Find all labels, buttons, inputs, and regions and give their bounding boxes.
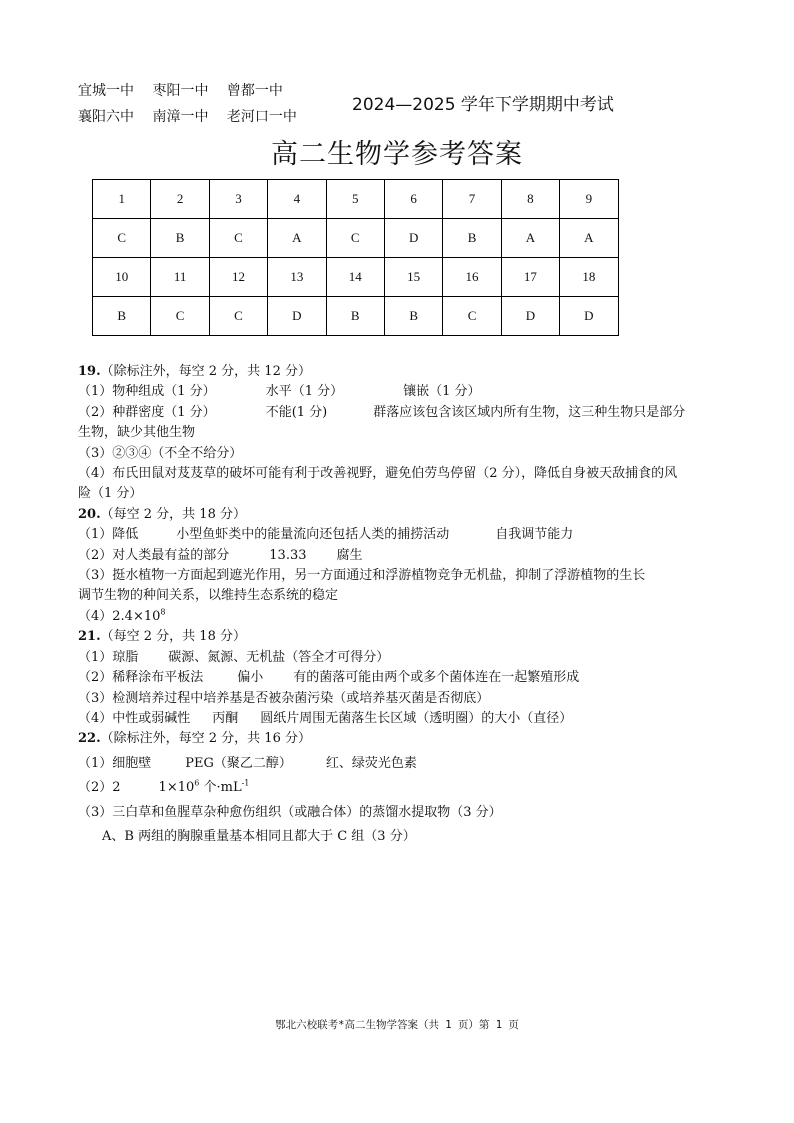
school-row-1 [78, 78, 311, 104]
answer-cell: D [268, 297, 326, 336]
answer-cell: B [326, 297, 384, 336]
question-label: 21. [78, 629, 101, 645]
answer-text: （2）对人类最有益的部分 [78, 547, 230, 563]
q19-heading [78, 362, 728, 382]
q19-line-3: （3）②③④（不全不给分） [78, 445, 243, 461]
school-name: 曾都一中 [226, 83, 283, 99]
table-row-numbers-1 [93, 180, 619, 219]
question-number: 13 [268, 258, 326, 297]
question-number: 15 [384, 258, 442, 297]
question-number: 10 [93, 258, 151, 297]
school-name: 宜城一中 [78, 83, 134, 99]
answer-text: 碳源、氮源、无机盐（答全才可得分） [168, 649, 390, 665]
question-number: 6 [384, 180, 442, 219]
question-label: 19. [78, 364, 101, 379]
answer-text: 小型鱼虾类中的能量流向还包括人类的捕捞活动 [176, 527, 450, 543]
answer-text: （1）降低 [78, 527, 139, 543]
answer-cell: C [93, 219, 151, 258]
answer-text: （2）种群密度（1 分） [78, 404, 216, 420]
q20-line-3: （3）挺水植物一方面起到遮光作用，另一方面通过和浮游植物竞争无机盐，抑制了浮游植物的生长 [78, 568, 646, 584]
exam-title: 2024—2025 学年下学期期中考试 [352, 95, 614, 115]
exponent: 8 [160, 607, 166, 617]
q20-line-3b: 调节生物的种间关系，以维持生态系统的稳定 [78, 588, 339, 604]
q20-heading [78, 505, 728, 525]
question-number: 5 [326, 180, 384, 219]
scoring-note: （除标注外，每空 2 分，共 12 分） [100, 364, 311, 379]
answer-cell: C [209, 219, 267, 258]
answer-cell: B [384, 297, 442, 336]
answer-text: PEG（聚乙二醇） [185, 755, 292, 771]
school-list [78, 78, 311, 130]
answer-cell: A [268, 219, 326, 258]
answer-text: 1×10 [158, 780, 195, 796]
answer-text: 群落应该包含该区域内所有生物，这三种生物只是部分 [373, 404, 686, 420]
question-label: 20. [78, 506, 101, 522]
q21-heading [78, 627, 728, 647]
answer-content [78, 362, 728, 847]
q19-line-2b: 生物，缺少其他生物 [78, 425, 196, 441]
table-row-answers-1 [93, 219, 619, 258]
answer-cell: B [151, 219, 209, 258]
answer-text: （2）稀释涂布平板法 [78, 670, 204, 686]
scoring-note: （每空 2 分，共 18 分） [100, 506, 246, 522]
answer-text: 13.33 [269, 547, 307, 563]
school-name: 老河口一中 [226, 109, 297, 125]
q22-line-1 [78, 754, 728, 774]
exponent: 6 [194, 778, 200, 788]
q21-line-2 [78, 668, 728, 688]
q22-line-3: （3）三白草和鱼腥草杂种愈伤组织（或融合体）的蒸馏水提取物（3 分） [78, 804, 502, 820]
question-number: 1 [93, 180, 151, 219]
answer-text: （2）2 [78, 780, 121, 796]
question-number: 18 [560, 258, 618, 297]
scoring-note: （除标注外，每空 2 分，共 16 分） [100, 731, 311, 747]
question-number: 12 [209, 258, 267, 297]
q21-line-3: （3）检测培养过程中培养基是否被杂菌污染（或培养基灭菌是否彻底） [78, 690, 490, 706]
question-number: 11 [151, 258, 209, 297]
school-name: 襄阳六中 [78, 109, 134, 125]
answer-text: 自我调节能力 [495, 527, 574, 543]
answer-cell: D [560, 297, 618, 336]
school-name: 南漳一中 [152, 109, 209, 125]
answer-cell: A [560, 219, 618, 258]
answer-text: （1）琼脂 [78, 649, 139, 665]
question-number: 9 [560, 180, 618, 219]
question-number: 3 [209, 180, 267, 219]
q21-line-4 [78, 709, 728, 729]
q22-line-4: A、B 两组的胸腺重量基本相同且都大于 C 组（3 分） [102, 828, 416, 844]
exponent: -1 [241, 778, 250, 788]
answer-text: （4）中性或弱碱性 [78, 710, 191, 726]
answer-text: （1）细胞壁 [78, 755, 152, 771]
table-row-answers-2 [93, 297, 619, 336]
school-name: 枣阳一中 [152, 83, 209, 99]
q21-line-1 [78, 648, 728, 668]
q19-line-1 [78, 382, 728, 402]
question-label: 22. [78, 731, 101, 747]
answer-cell: C [209, 297, 267, 336]
question-number: 4 [268, 180, 326, 219]
q22-heading [78, 729, 728, 749]
answer-cell: A [501, 219, 559, 258]
answer-text: 有的菌落可能由两个或多个菌体连在一起繁殖形成 [293, 670, 580, 686]
answer-text: 腐生 [336, 547, 363, 563]
q19-line-4: （4）布氏田鼠对芨芨草的破坏可能有利于改善视野，避免伯劳鸟停留（2 分），降低自身被天敌捕食的风 [78, 466, 678, 482]
scoring-note: （每空 2 分，共 18 分） [100, 629, 246, 645]
answer-table [92, 179, 619, 336]
school-row-2 [78, 104, 311, 130]
answer-cell: B [443, 219, 501, 258]
answer-text: 个·mL [199, 780, 242, 796]
answer-cell: D [384, 219, 442, 258]
question-number: 16 [443, 258, 501, 297]
q22-line-2 [78, 778, 728, 798]
answer-cell: C [443, 297, 501, 336]
answer-cell: C [326, 219, 384, 258]
q20-line-1 [78, 525, 728, 545]
answer-cell: B [93, 297, 151, 336]
answer-text: 镶嵌（1 分） [403, 384, 481, 400]
answer-text: 水平（1 分） [265, 384, 344, 400]
answer-cell: C [151, 297, 209, 336]
answer-text: 丙酮 [212, 710, 239, 726]
answer-text: 红、绿荧光色素 [325, 755, 417, 771]
q19-line-4b: 险（1 分） [78, 486, 143, 502]
answer-text: 圆纸片周围无菌落生长区域（透明圈）的大小（直径） [260, 710, 573, 726]
page-title: 高二生物学参考答案 [271, 139, 523, 170]
answer-text: 不能(1 分) [265, 404, 328, 420]
q19-line-2 [78, 403, 728, 423]
table-row-numbers-2 [93, 258, 619, 297]
question-number: 14 [326, 258, 384, 297]
question-number: 17 [501, 258, 559, 297]
question-number: 7 [443, 180, 501, 219]
answer-text: 偏小 [237, 670, 264, 686]
answer-cell: D [501, 297, 559, 336]
page-footer: 鄂北六校联考*高二生物学答案（共 1 页）第 1 页 [275, 1019, 519, 1031]
answer-text: （1）物种组成（1 分） [78, 384, 216, 400]
q20-line-4 [78, 607, 728, 627]
question-number: 8 [501, 180, 559, 219]
q20-line-2 [78, 546, 728, 566]
answer-text: （4）2.4×10 [78, 608, 161, 624]
question-number: 2 [151, 180, 209, 219]
